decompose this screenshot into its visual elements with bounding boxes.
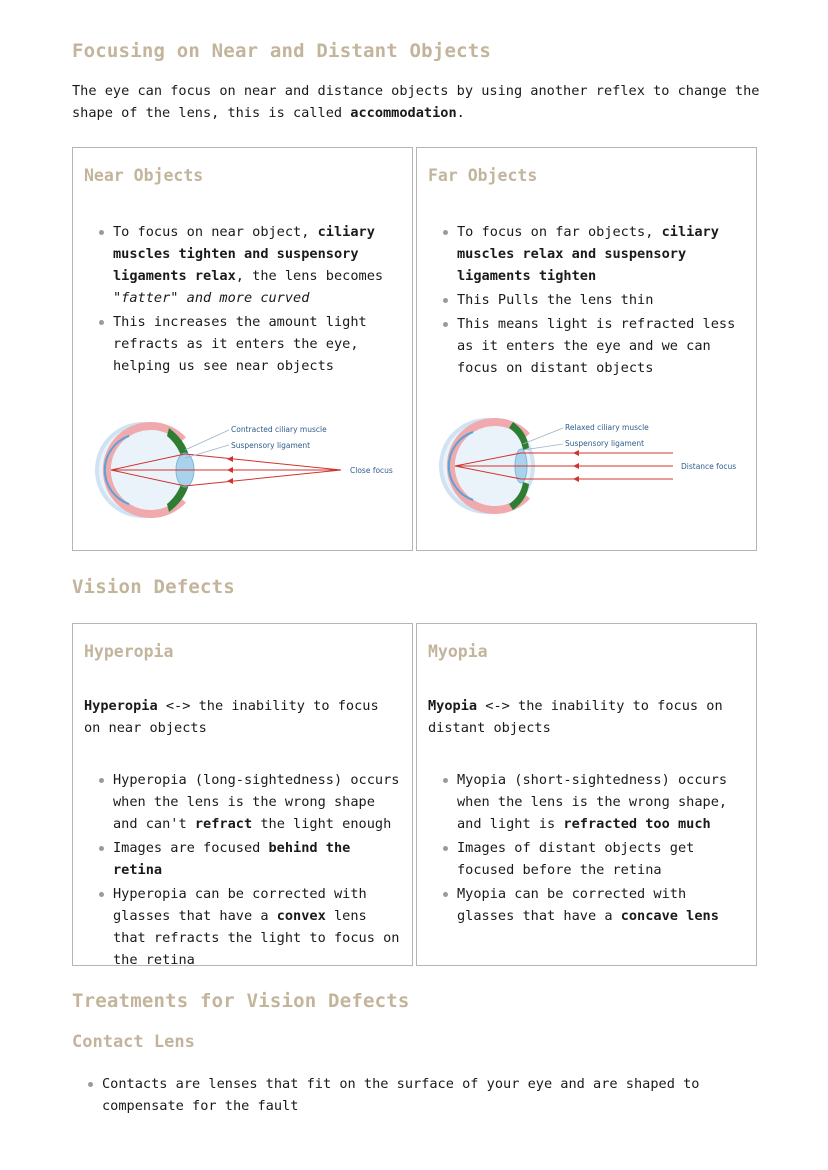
contact-b1: Contacts are lenses that fit on the surface of your eye and are shaped to compensate for the fault	[102, 1076, 700, 1114]
hyperopia-b2-bold: behind the retina	[113, 840, 351, 878]
myopia-b1-bold: refracted too much	[563, 816, 711, 832]
far-objects-list	[457, 221, 747, 381]
hyperopia-definition	[84, 695, 399, 739]
ray-top-outer	[185, 454, 341, 470]
arrow-head	[573, 450, 579, 456]
list-item	[113, 883, 407, 971]
near-b1-pre: To focus on near object,	[113, 224, 318, 240]
list-item	[113, 837, 407, 881]
label-contracted-ciliary-muscle: Contracted ciliary muscle	[231, 425, 327, 434]
intro-bold: accommodation	[350, 105, 457, 121]
myopia-list	[457, 769, 747, 929]
label-suspensory-ligament: Suspensory ligament	[231, 441, 311, 450]
myopia-b3-bold: concave lens	[620, 908, 719, 924]
far-b1-pre: To focus on far objects,	[457, 224, 662, 240]
label-suspensory-ligament: Suspensory ligament	[565, 439, 645, 448]
myopia-b3-pre: Myopia can be corrected with glasses that have a	[457, 886, 687, 924]
hyperopia-list	[113, 769, 407, 973]
myopia-card	[416, 623, 757, 966]
list-item	[113, 311, 403, 377]
label-relaxed-ciliary-muscle: Relaxed ciliary muscle	[565, 423, 649, 432]
near-b2: This increases the amount light refracts as it enters the eye, helping us see near objects	[113, 314, 367, 374]
myopia-def-bold: Myopia	[428, 698, 478, 714]
intro-end: .	[456, 105, 465, 121]
hyperopia-title: Hyperopia	[84, 642, 174, 661]
hyperopia-b1-pre: Hyperopia (long-sightedness) occurs when the lens is the wrong shape and can't	[113, 772, 400, 832]
myopia-title: Myopia	[428, 642, 488, 661]
near-objects-card	[72, 147, 413, 551]
section-title-focusing: Focusing on Near and Distant Objects	[72, 40, 492, 62]
label-distance-focus: Distance focus	[681, 462, 737, 471]
subsection-title-contact-lens: Contact Lens	[72, 1032, 195, 1052]
list-item	[457, 313, 747, 379]
arrow-head	[227, 456, 233, 462]
near-b1-bold: ciliary muscles tighten and suspensory ligaments relax	[113, 224, 375, 284]
far-objects-card	[416, 147, 757, 551]
list-item	[113, 769, 407, 835]
myopia-b2: Images of distant objects get focused before the retina	[457, 840, 695, 878]
list-item	[457, 289, 747, 311]
list-item	[457, 221, 747, 287]
list-item	[457, 837, 747, 881]
section-title-vision-defects: Vision Defects	[72, 576, 235, 598]
myopia-definition	[428, 695, 728, 739]
near-objects-title: Near Objects	[84, 166, 204, 185]
hyperopia-b3-post: lens that refracts the light to focus on the retina	[113, 908, 400, 968]
list-item	[102, 1073, 742, 1117]
intro-text: The eye can focus on near and distance objects by using another reflex to change the shape of the lens, this is called	[72, 83, 760, 121]
near-focus-eye-diagram	[93, 410, 403, 530]
hyperopia-b2-pre: Images are focused	[113, 840, 269, 856]
hyperopia-b1-bold: refract	[194, 816, 253, 832]
near-b1-mid: , the lens becomes	[235, 268, 384, 284]
hyperopia-card	[72, 623, 413, 966]
arrow-head	[227, 478, 233, 484]
near-b1-italic: "fatter" and more curved	[113, 290, 310, 306]
arrow-head	[573, 476, 579, 482]
hyperopia-def-bold: Hyperopia	[84, 698, 158, 714]
near-objects-list	[113, 221, 403, 379]
far-b2: This Pulls the lens thin	[457, 292, 654, 308]
arrow-head	[573, 463, 579, 469]
hyperopia-b1-post: the light enough	[252, 816, 392, 832]
contact-lens-list	[102, 1073, 742, 1117]
far-b3: This means light is refracted less as it enters the eye and we can focus on distant objects	[457, 316, 736, 376]
leader-line-muscle	[523, 428, 563, 444]
label-close-focus: Close focus	[350, 466, 393, 475]
hyperopia-b3-bold: convex	[276, 908, 326, 924]
myopia-def-text: <-> the inability to focus on distant objects	[428, 698, 723, 736]
list-item	[457, 883, 747, 927]
list-item	[457, 769, 747, 835]
section-title-treatments: Treatments for Vision Defects	[72, 990, 410, 1012]
far-b1-bold: ciliary muscles relax and suspensory ligaments tighten	[457, 224, 719, 284]
arrow-head	[227, 467, 233, 473]
hyperopia-b3-pre: Hyperopia can be corrected with glasses that have a	[113, 886, 367, 924]
far-objects-title: Far Objects	[428, 166, 538, 185]
hyperopia-def-text: <-> the inability to focus on near objects	[84, 698, 379, 736]
list-item	[113, 221, 403, 309]
distance-focus-eye-diagram	[437, 406, 747, 526]
myopia-b1-pre: Myopia (short-sightedness) occurs when the lens is the wrong shape, and light is	[457, 772, 728, 832]
intro-paragraph	[72, 80, 762, 124]
ray-bottom-outer	[185, 470, 341, 486]
